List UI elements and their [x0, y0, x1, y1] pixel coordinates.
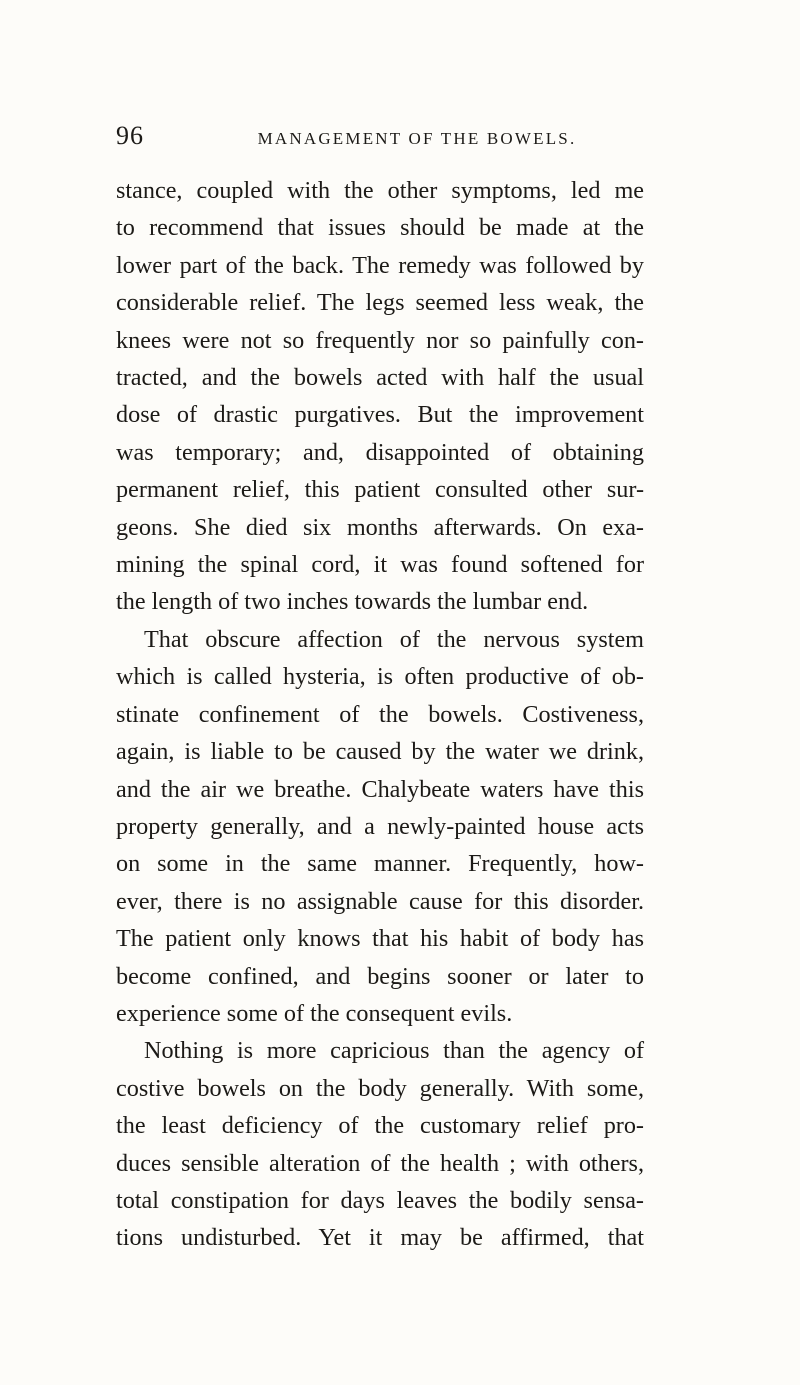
- text-line: experience some of the consequent evils.: [116, 999, 513, 1027]
- text-line: property generally, and a newly-painted house acts: [116, 812, 644, 840]
- text-line: total constipation for days leaves the bodily sensa-: [116, 1186, 644, 1214]
- text-line: the length of two inches towards the lumbar end.: [116, 588, 589, 616]
- text-line: stance, coupled with the other symptoms, led me: [116, 177, 644, 204]
- text-line: tions undisturbed. Yet it may be affirmed, that: [116, 1224, 644, 1252]
- text-line: dose of drastic purgatives. But the improvement: [116, 401, 644, 429]
- text-line: to recommend that issues should be made at the: [116, 214, 644, 242]
- text-line: again, is liable to be caused by the water we drink,: [116, 738, 644, 766]
- text-line: The patient only knows that his habit of body has: [116, 925, 644, 953]
- body-text: [116, 172, 644, 1257]
- text-line: duces sensible alteration of the health ; with others,: [116, 1149, 644, 1177]
- text-line: knees were not so frequently nor so painfully con-: [116, 326, 644, 354]
- text-line: on some in the same manner. Frequently, how-: [116, 850, 644, 878]
- text-line: tracted, and the bowels acted with half the usual: [116, 364, 644, 392]
- text-line: become confined, and begins sooner or later to: [116, 962, 644, 990]
- text-line: stinate confinement of the bowels. Costiveness,: [116, 700, 644, 728]
- paragraph-2: [116, 621, 644, 1032]
- text-line: Nothing is more capricious than the agency of: [144, 1037, 644, 1065]
- running-head: MANAGEMENT OF THE BOWELS.: [257, 129, 577, 148]
- text-line: permanent relief, this patient consulted other sur-: [116, 476, 644, 504]
- text-line: considerable relief. The legs seemed less weak, the: [116, 289, 644, 317]
- text-line: the least deficiency of the customary relief pro-: [116, 1112, 644, 1140]
- paragraph-3: [116, 1032, 644, 1256]
- text-line: mining the spinal cord, it was found softened for: [116, 551, 644, 579]
- page-number: 96: [116, 121, 144, 150]
- text-line: ever, there is no assignable cause for this disorder.: [116, 887, 644, 915]
- paragraph-1: [116, 172, 644, 621]
- text-line: That obscure affection of the nervous system: [144, 625, 644, 653]
- text-line: costive bowels on the body generally. With some,: [116, 1074, 644, 1102]
- page-header: [116, 116, 644, 156]
- text-line: which is called hysteria, is often productive of ob-: [116, 663, 644, 691]
- text-line: geons. She died six months afterwards. On exa-: [116, 513, 644, 541]
- text-line: lower part of the back. The remedy was followed by: [116, 251, 644, 279]
- text-line: was temporary; and, disappointed of obtaining: [116, 438, 644, 466]
- text-line: and the air we breathe. Chalybeate waters have this: [116, 775, 644, 803]
